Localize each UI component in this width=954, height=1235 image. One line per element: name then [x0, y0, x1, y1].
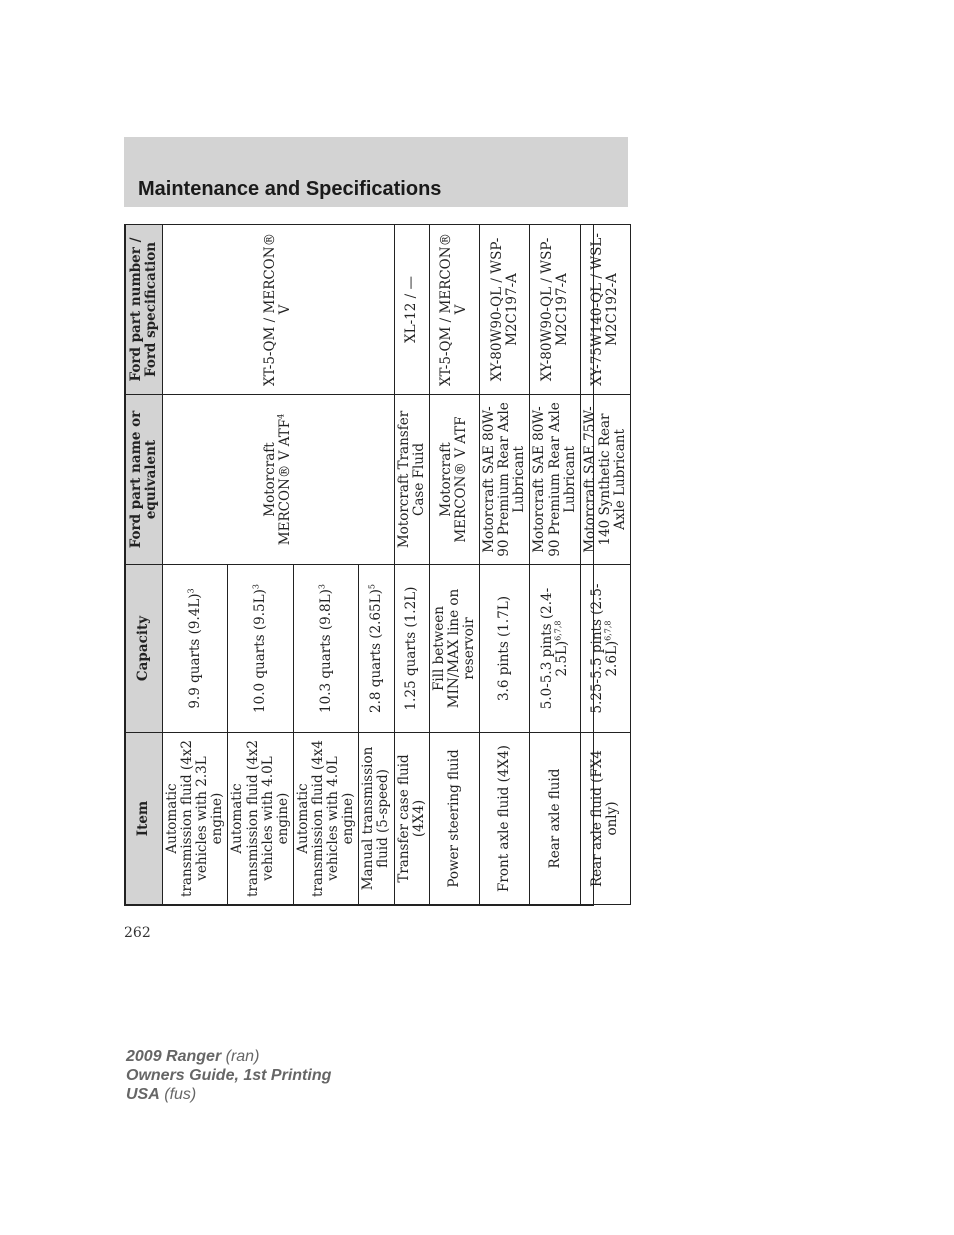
cell-part-number: XT-5-QM / MERCON® V	[429, 225, 479, 395]
footer-market-code: (fus)	[164, 1086, 197, 1103]
cell-capacity	[293, 565, 358, 733]
table-row	[480, 225, 530, 905]
footer-edition: Owners Guide, 1st Printing	[126, 1067, 332, 1084]
footer-market: USA	[126, 1086, 160, 1103]
footnote-ref: 3	[186, 588, 196, 594]
cell-item: Transfer case fluid (4X4)	[394, 733, 429, 905]
section-title: Maintenance and Specifications	[138, 178, 442, 200]
footnote-ref: 6,7,8	[603, 620, 613, 641]
cell-item: Automatic transmission fluid (4x2 vehicles with 4.0L engine)	[228, 733, 293, 905]
table-row	[394, 225, 429, 905]
cell-capacity	[530, 565, 580, 733]
footer-line-edition	[126, 1066, 331, 1085]
cell-part-number: XY-75W140-QL / WSL-M2C192-A	[580, 225, 630, 395]
capacity-value: 9.9 quarts (9.4L)	[186, 593, 203, 709]
column-header-part-number: Ford part number / Ford specification	[126, 225, 163, 395]
cell-capacity	[228, 565, 293, 733]
cell-part-name: Motorcraft SAE 80W-90 Premium Rear Axle Lubricant	[530, 395, 580, 565]
cell-item: Automatic transmission fluid (4x2 vehicles with 2.3L engine)	[163, 733, 228, 905]
cell-capacity	[580, 565, 630, 733]
document-footer	[126, 1047, 331, 1104]
cell-capacity: Fill between MIN/MAX line on reservoir	[429, 565, 479, 733]
cell-part-name	[163, 395, 395, 565]
cell-part-number: XY-80W90-QL / WSP-M2C197-A	[480, 225, 530, 395]
part-name-value: Motorcraft MERCON® V ATF	[262, 418, 294, 546]
fluid-capacities-table	[125, 224, 631, 905]
capacity-value: 2.8 quarts (2.65L)	[367, 589, 384, 713]
cell-item: Rear axle fluid (FX4 only)	[580, 733, 630, 905]
footnote-ref: 3	[251, 584, 261, 590]
page-number: 262	[124, 925, 151, 941]
cell-part-name: Motorcraft MERCON® V ATF	[429, 395, 479, 565]
table-row	[429, 225, 479, 905]
specifications-table-frame	[124, 224, 628, 906]
section-header-band	[124, 137, 628, 207]
cell-part-name: Motorcraft SAE 80W-90 Premium Rear Axle Lubricant	[480, 395, 530, 565]
cell-part-number: XT-5-QM / MERCON® V	[163, 225, 395, 395]
cell-item: Rear axle fluid	[530, 733, 580, 905]
capacity-value: 5.0-5.3 pints (2.4-2.5L)	[538, 587, 571, 710]
cell-part-name: Motorcraft Transfer Case Fluid	[394, 395, 429, 565]
footer-line-model	[126, 1047, 331, 1066]
cell-part-number: XL-12 / —	[394, 225, 429, 395]
cell-capacity: 3.6 pints (1.7L)	[480, 565, 530, 733]
column-header-capacity: Capacity	[126, 565, 163, 733]
capacity-value: 5.25-5.5 pints (2.5-2.6L)	[589, 583, 621, 714]
cell-part-name: Motorcraft SAE 75W-140 Synthetic Rear Axle Lubricant	[580, 395, 630, 565]
footnote-ref: 3	[317, 584, 327, 590]
cell-item: Manual transmission fluid (5-speed)	[359, 733, 394, 905]
footnote-ref: 4	[276, 413, 286, 419]
cell-item: Automatic transmission fluid (4x4 vehicles with 4.0L engine)	[293, 733, 358, 905]
footnote-ref: 6,7,8	[553, 620, 563, 641]
cell-capacity: 1.25 quarts (1.2L)	[394, 565, 429, 733]
footer-model: 2009 Ranger	[126, 1048, 222, 1065]
cell-part-number: XY-80W90-QL / WSP-M2C197-A	[530, 225, 580, 395]
cell-capacity	[163, 565, 228, 733]
capacity-value: 10.3 quarts (9.8L)	[317, 589, 334, 713]
column-header-part-name: Ford part name or equivalent	[126, 395, 163, 565]
table-row	[580, 225, 630, 905]
cell-item: Power steering fluid	[429, 733, 479, 905]
table-row	[163, 225, 228, 905]
cell-item: Front axle fluid (4X4)	[480, 733, 530, 905]
footer-line-market	[126, 1085, 331, 1104]
capacity-value: 10.0 quarts (9.5L)	[252, 589, 269, 713]
table-header-row	[126, 225, 163, 905]
rotated-table-container	[125, 225, 628, 905]
column-header-item: Item	[126, 733, 163, 905]
table-row	[530, 225, 580, 905]
cell-capacity	[359, 565, 394, 733]
footnote-ref: 5	[367, 584, 377, 590]
footer-model-code: (ran)	[225, 1048, 260, 1065]
